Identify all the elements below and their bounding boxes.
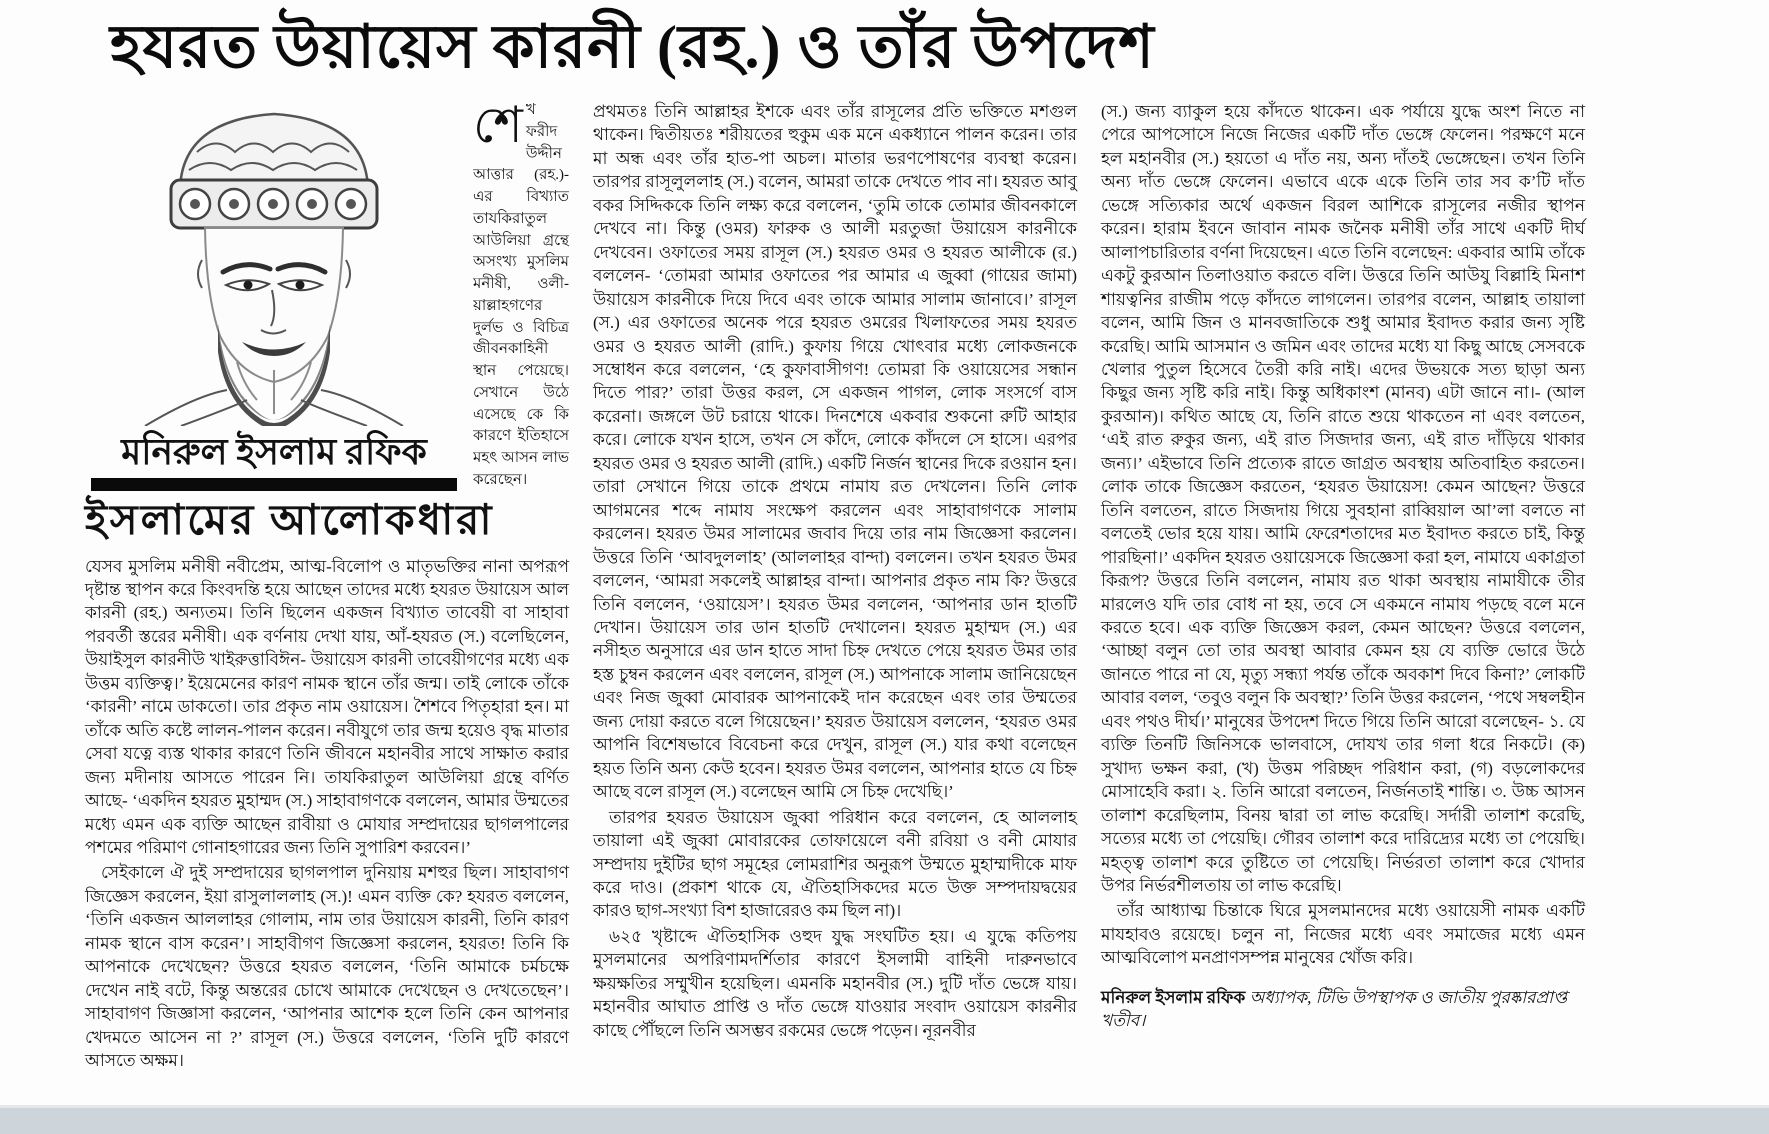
article-paragraph: তাঁর আধ্যাত্ম চিন্তাকে ঘিরে মুসলমানদের মধ্যে ওয়ায়েসী নামক একটি মাযহাবও রয়েছে। চলুন না, নিজের মধ্যে এবং সমাজের মধ্যে এমন আত্মবিলোপ মনপ্রাণসম্পন্ন মানুষের খোঁজ করি। (1101, 901, 1585, 968)
article-paragraph: ৬২৫ খৃষ্টাব্দে ঐতিহাসিক ওহুদ যুদ্ধ সংঘটিত হয়। এ যুদ্ধে কতিপয় মুসলমানের অপরিণামদর্শিতার কারণে ইসলামী বাহিনী দারুনভাবে ক্ষয়ক্ষতির সম্মুখীন হয়েছিল। এমনকি মহানবীর (স.) দুটি দাঁত ভেঙ্গে যায়। মহানবীর আঘাত প্রাপ্তি ও দাঁত ভেঙ্গে যাওয়ার সংবাদ ওয়ায়েস কারনীর কাছে পৌঁছলে তিনি অসম্ভব রকমের ভেঙ্গে পড়েন। নূরনবীর (593, 926, 1077, 1040)
article-signature (1101, 986, 1585, 1033)
page-title: হযরত উয়ায়েস কারনী (রহ.) ও তাঁর উপদেশ (110, 14, 1155, 80)
article-column-1 (85, 100, 569, 1075)
author-underline-bar (91, 478, 457, 491)
article-paragraph: যেসব মুসলিম মনীষী নবীপ্রেম, আত্ম-বিলোপ ও মাতৃভক্তির নানা অপরূপ দৃষ্টান্ত স্থাপন করে কিংবদন্তি হয়ে আছেন তাদের মধ্যে হযরত উয়ায়েস আল কারনী (রহ.) অন্যতম। তিনি ছিলেন একজন বিখ্যাত তাবেয়ী বা সাহাবা পরবর্তী স্তরের মনীষী। এক বর্ণনায় দেখা যায়, আঁ-হযরত (স.) বলেছিলেন, উয়াইসুল কারনীউ খাইরুত্তাবিঈন- উয়ায়েস কারনী তাবেয়ীগণের মধ্যে এক উত্তম ব্যক্তিত্ব।’ ইয়েমেনের কারণ নামক স্থানে তাঁর জন্ম। তাই লোকে তাঁকে ‘কারনী’ নামে ডাকতো। তার প্রকৃত নাম ওয়ায়েস। শৈশবে পিতৃহারা হন। মা তাঁকে অতি কষ্টে লালন-পালন করেন। নবীযুগে তার জন্ম হয়েও বৃদ্ধ মাতার সেবা যত্নে ব্যস্ত থাকার কারণে তিনি জীবনে মহানবীর সাথে সাক্ষাত করার জন্য মদীনায় আসতে পারেন নি। তাযকিরাতুল আউলিয়া গ্রন্থে বর্ণিত আছে- ‘একদিন হযরত মুহাম্মদ (স.) সাহাবাগণকে বললেন, আমার উম্মতের মধ্যে এমন এক ব্যক্তি আছেন রাবীয়া ও মোযার সম্প্রদায়ের ছাগলপালের পশমের পরিমাণ গোনাহগারের জন্য তিনি সুপারিশ করবেন।’ (85, 556, 569, 858)
article-paragraph: প্রথমতঃ তিনি আল্লাহর ইশকে এবং তাঁর রাসূলের প্রতি ভক্তিতে মশগুল থাকেন। দ্বিতীয়তঃ শরীয়তের হুকুম এক মনে একধ্যানে পালন করেন। তার মা অন্ধ এবং তাঁর হাত-পা অচল। মাতার ভরণপোষণের ব্যবস্থা করেন। তারপর রাসূলুললাহ (স.) বলেন, আমরা তাকে দেখতে পাব না। হযরত আবু বকর সিদ্দিককে তিনি লক্ষ্য করে বললেন, ‘তুমি তাকে তোমার জীবনকালে দেখবে না। কিন্তু (ওমর) ফারুক ও আলী মরতুজা উয়ায়েস কারনীকে দেখবেন। ওফাতের সময় রাসূল (স.) হযরত ওমর ও হযরত আলীকে (র.) বললেন- ‘তোমরা আমার ওফাতের পর আমার এ জুব্বা (গায়ের জামা) উয়ায়েস কারনীকে দিয়ে দিবে এবং তাকে আমার সালাম জানাবে।’ রাসূল (স.) এর ওফাতের অনেক পরে হযরত ওমরের খিলাফতের সময় হযরত ওমর ও হযরত আলী (রাদি.) কুফায় গিয়ে খোৎবার মধ্যে লোকজনকে সম্বোধন করে বললেন, ‘হে কুফাবাসীগণ! তোমরা কি ওয়ায়েসের সন্ধান দিতে পার?’ তারা উত্তর করল, সে একজন পাগল, লোক সংসর্গে বাস করেনা। জঙ্গলে উট চরায়ে থাকে। দিনশেষে একবার শুকনো রুটি আহার করে। লোকে যখন হাসে, তখন সে কাঁদে, লোকে কাঁদলে সে হাসে। এরপর হযরত ওমর ও হযরত আলী (রাদি.) একটি নির্জন স্থানের দিকে রওয়ান হন। তারা সেখানে গিয়ে তাকে প্রথমে নামায রত দেখলেন। তিনি লোক আগমনের শব্দে নামায সংক্ষেপ করলেন এবং সাহাবাগণকে সালাম করলেন। হযরত উমর সালামের জবাব দিয়ে তার নাম জিজ্ঞেসা করলেন। উত্তরে তিনি ‘আবদুললাহ’ (আললাহর বান্দা) বললেন। তখন হযরত উমর বললেন, ‘আমরা সকলেই আল্লাহর বান্দা। আপনার প্রকৃত নাম কি? উত্তরে তিনি বললেন, ‘ওয়ায়েস’। হযরত উমর বললেন, ‘আপনার ডান হাতটি দেখান। উয়ায়েস তার ডান হাতটি দেখালেন। হযরত মুহাম্মদ (স.) এর নসীহত অনুসারে এর ডান হাতে সাদা চিহ্ন দেখতে পেয়ে হযরত উমর তার হস্ত চুম্বন করলেন এবং বললেন, রাসূল (স.) আপনাকে সালাম জানিয়েছেন এবং নিজ জুব্বা মোবারক আপনাকেই দান করেছেন এবং তার উম্মতের জন্য দোয়া করতে বলে গিয়েছেন।’ হযরত উয়ায়েস বললেন, ‘হযরত ওমর আপনি বিশেষভাবে বিবেচনা করে দেখুন, রাসূল (স.) যার কথা বলেছেন হয়ত তিনি অন্য কেউ হবেন। হযরত উমর বললেন, আপনার হাতে যে চিহ্ন আছে বলে রাসূল (স.) বলেছেন আমি সে চিহ্ন দেখেছি।’ (593, 102, 1077, 802)
article-body (85, 100, 1585, 1075)
article-column-2 (593, 100, 1077, 1075)
page-bottom-strip (0, 1105, 1769, 1134)
intro-dropcap: শে (473, 100, 523, 153)
article-column-3 (1101, 100, 1585, 1075)
column-title: ইসলামের আলোকধারা (85, 498, 495, 545)
article-paragraph: (স.) জন্য ব্যাকুল হয়ে কাঁদতে থাকেন। এক পর্যায়ে যুদ্ধে অংশ নিতে না পেরে আপসোসে নিজে নিজের একটি দাঁত ভেঙ্গে ফেলেন। পরক্ষণে মনে হল মহানবীর (স.) হয়তো এ দাঁত নয়, অন্য দাঁতই ভেঙ্গেছেন। তখন তিনি অন্য দাঁত ভেঙ্গে ফেলেন। এভাবে একে একে তিনি তার সব ক’টি দাঁত ভেঙ্গে সত্যিকার অর্থে একজন বিরল আশিকে রাসূলের নজীর স্থাপন করেন। হারাম ইবনে জাবান নামক জনৈক মনীষী তাঁর সাথে একটি দীর্ঘ আলাপচারিতার বর্ণনা দিয়েছেন। এতে তিনি বলেছেন: একবার আমি তাঁকে একটু কুরআন তিলাওয়াত করতে বলি। উত্তরে তিনি আউযু বিল্লাহি মিনাশ শায়ত্বনির রাজীম পড়ে কাঁদতে লাগলেন। তারপর বলেন, আল্লাহ তায়ালা বলেন, আমি জিন ও মানবজাতিকে শুধু আমার ইবাদত করার জন্য সৃষ্টি করেছি। আমি আসমান ও জমিন এবং তাদের মধ্যে যা কিছু আছে সেসবকে খেলার পুতুল হিসেবে তৈরী করি নাই। এদের উভয়কে সত্য ছাড়া অন্য কিছুর জন্য সৃষ্টি করি নাই। কিন্তু অধিকাংশ (মানব) এটা জানে না।- (আল কুরআন)। কথিত আছে যে, তিনি রাতে শুয়ে থাকতেন না এবং বলতেন, ‘এই রাত রুকুর জন্য, এই রাত সিজদার জন্য, এই রাত দাঁড়িয়ে থাকার জন্য।’ এইভাবে তিনি প্রত্যেক রাতে জাগ্রত অবস্থায় অতিবাহিত করতেন। লোক তাকে জিজ্ঞেস করতেন, ‘হযরত উয়ায়েস! কেমন আছেন? উত্তরে তিনি বলতেন, রাতে সিজদায় গিয়ে সুবহানা রাব্বিয়াল আ’লা বলতে না বলতেই ভোর হয়ে যায়। আমি ফেরেশতাদের মত ইবাদত করতে চাই, কিন্তু পারছিনা।’ একদিন হযরত ওয়ায়েসকে জিজ্ঞেসা করা হল, নামাযে একাগ্রতা কিরূপ? উত্তরে তিনি বললেন, নামায রত থাকা অবস্থায় নামাযীকে তীর মারলেও যদি তার বোধ না হয়, তবে সে একমনে নামায পড়ছে বলে মনে করতে হবে। এক ব্যক্তি জিজ্ঞেস করল, কেমন আছেন? উত্তরে বললেন, ‘আচ্ছা বলুন তো তার অবস্থা আবার কেমন হয় যে ব্যক্তি ভোরে উঠে জানতে পারে না যে, মৃত্যু সন্ধ্যা পর্যন্ত তাঁকে অবকাশ দিবে কিনা?’ লোকটি আবার বলল, ‘তবুও বলুন কি অবস্থা?’ তিনি উত্তর করলেন, ‘পথে সম্বলহীন এবং পথও দীর্ঘ।’ মানুষের উপদেশ দিতে গিয়ে তিনি আরো বলেছেন- ১. যে ব্যক্তি তিনটি জিনিসকে ভালবাসে, দোযখ তার গলা ধরে নিকটে। (ক) সুখাদ্য ভক্ষন করা, (খ) উত্তম পরিচ্ছদ পরিধান করা, (গ) বড়লোকদের মোসাহেবি করা। ২. তিনি আরো বলতেন, নির্জনতাই শান্তি। ৩. উচ্চ আসন তালাশ করেছিলাম, বিনয় দ্বারা তা লাভ করেছি। সর্দারী তালাশ করেছি, সত্যের মধ্যে তা পেয়েছি। গৌরব তালাশ করে দারিদ্র্যের মধ্যে তা পেয়েছি। মহত্ত্ব তালাশ করে তুষ্টিতে তা পেয়েছি। নির্ভরতা তালাশ করে খোদার উপর নির্ভরশীলতায় তা লাভ করেছি। (1101, 102, 1585, 895)
article-paragraph: তারপর হযরত উয়ায়েস জুব্বা পরিধান করে বললেন, হে আললাহ তায়ালা এই জুব্বা মোবারকের তোফায়েলে বনী রবিয়া ও বনী মোযার সম্প্রদায় দুইটির ছাগ সমূহের লোমরাশির অনুরূপ উম্মতে মুহাম্মাদীকে মাফ করে দাও। (প্রকাশ থাকে যে, ঐতিহাসিকদের মতে উক্ত সম্পদায়দ্বয়ের কারও ছাগ-সংখ্যা বিশ হাজারেরও কম ছিল না)। (593, 807, 1077, 921)
portrait-sketch (85, 100, 463, 426)
author-name: মনিরুল ইসলাম রফিক (121, 432, 427, 472)
column1-header-block (85, 100, 569, 545)
intro-text: খ ফরীদ উদ্দীন আত্তার (রহ.)-এর বিখ্যাত তাযকিরাতুল আউলিয়া গ্রন্থে অসংখ্য মুসলিম মনীষী, ওলী-য়াল্লাহগণের দুর্লভ ও বিচিত্র জীবনকাহিনী স্থান পেয়েছে। সেখানে উঠে এসেছে কে কি কারণে ইতিহাসে মহৎ আসন লাভ করেছেন। (473, 102, 569, 488)
article-paragraph: সেইকালে ঐ দুই সম্প্রদায়ের ছাগলপাল দুনিয়ায় মশহুর ছিল। সাহাবাগণ জিজ্ঞেস করলেন, ইয়া রাসুলাললাহ (স.)! এমন ব্যক্তি কে? হযরত বললেন, ‘তিনি একজন আললাহর গোলাম, নাম তার উয়ায়েস কারনী, তিনি কারণ নামক স্থানে বাস করেন’। সাহাবীগণ জিজ্ঞেসা করলেন, হযরত! তিনি কি আপনাকে দেখেছেন? উত্তরে হযরত বললেন, ‘তিনি আমাকে চর্মচক্ষে দেখেন নাই বটে, কিন্তু অন্তরের চোখে আমাকে দেখেছেন ও দেখতেছেন’। সাহাবাগণ জিজ্ঞাসা করলেন, ‘আপনার আশেক হলে তিনি কেন আপনার খেদমতে আসেন না ?’ রাসূল (স.) উত্তরে বললেন, ‘তিনি দুটি কারণে আসতে অক্ষম। (85, 863, 569, 1071)
signature-author-name: মনিরুল ইসলাম রফিক (1101, 987, 1246, 1007)
intro-paragraph (473, 100, 569, 545)
signature-author-title: অধ্যাপক, টিভি উপস্থাপক ও জাতীয় পুরষ্কারপ্রাপ্ত খতীব। (1101, 987, 1568, 1031)
author-block (85, 100, 495, 545)
